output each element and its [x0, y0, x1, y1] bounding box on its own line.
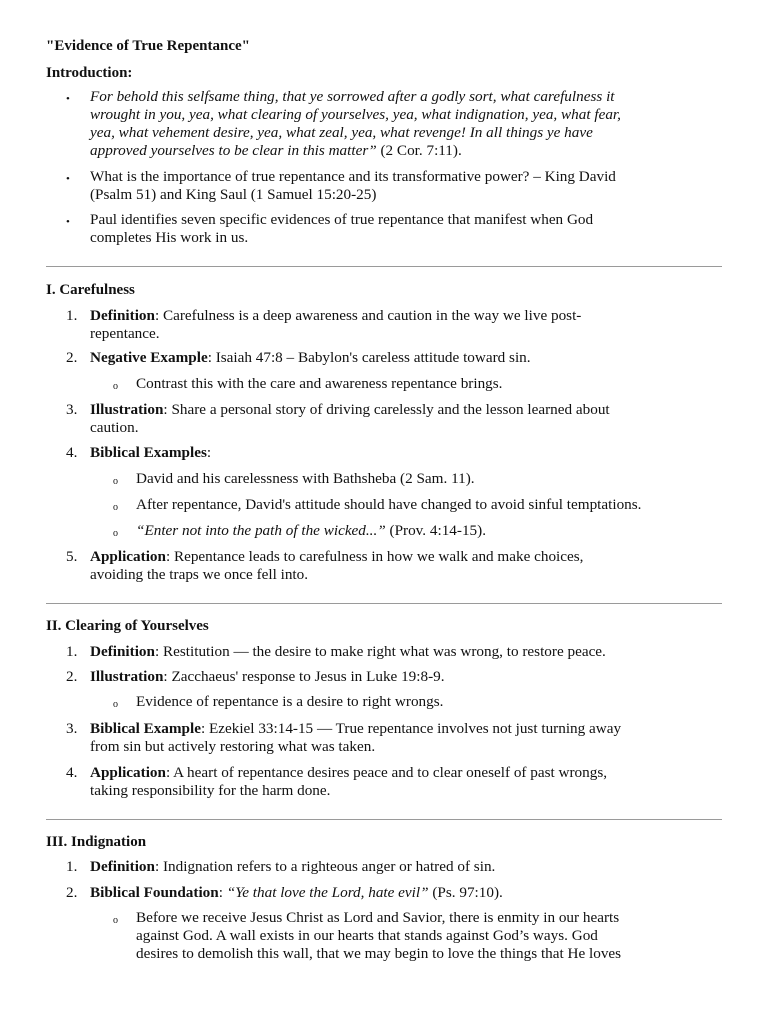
scripture-quote-line: wrought in you, yea, what clearing of yourselves, yea, what indignation, yea, what fear,	[90, 106, 621, 123]
sub-item	[136, 909, 726, 963]
text-line: What is the importance of true repentance and its transformative power? – King David	[90, 168, 616, 185]
sub-item: Contrast this with the care and awareness repentance brings.	[136, 375, 503, 392]
scripture-quote-line: yea, what vehement desire, yea, what zeal, yea, what revenge! In all things ye have	[90, 124, 593, 141]
item-label: Negative Example	[90, 349, 208, 366]
list-number: 4.	[66, 764, 78, 781]
text-line: avoiding the traps we once fell into.	[90, 566, 309, 583]
list-item-definition	[90, 858, 720, 876]
item-text: : Zacchaeus' response to Jesus in Luke 19:8-9.	[163, 668, 445, 685]
intro-bullet-scripture	[90, 88, 720, 160]
list-item-illustration	[90, 668, 720, 686]
sub-item: Evidence of repentance is a desire to right wrongs.	[136, 693, 444, 710]
text-line: : A heart of repentance desires peace and to clear oneself of past wrongs,	[165, 764, 608, 781]
list-item-definition	[90, 643, 720, 661]
item-label: Definition	[90, 643, 155, 660]
text-line: : Ezekiel 33:14-15 — True repentance involves not just turning away	[200, 720, 622, 737]
text-line: completes His work in us.	[90, 229, 249, 246]
text-line: against God. A wall exists in our hearts that stands against God’s ways. God	[136, 927, 598, 944]
text-line: Paul identifies seven specific evidences of true repentance that manifest when God	[90, 211, 594, 228]
text-line: desires to demolish this wall, that we may begin to love the things that He loves	[136, 945, 622, 962]
sub-bullet-marker: o	[113, 476, 118, 487]
section-heading-indignation: III. Indignation	[46, 834, 147, 850]
text-line: from sin but actively restoring what was taken.	[90, 738, 376, 755]
text-line: : Share a personal story of driving carelessly and the lesson learned about	[163, 401, 610, 418]
text-line: : Carefulness is a deep awareness and caution in the way we live post-	[154, 307, 582, 324]
item-text: : Indignation refers to a righteous anger or hatred of sin.	[154, 858, 496, 875]
section-heading-carefulness: I. Carefulness	[46, 282, 135, 298]
sub-item: After repentance, David's attitude should have changed to avoid sinful temptations.	[136, 496, 642, 513]
sub-bullet-marker: o	[113, 502, 118, 513]
sub-item	[136, 522, 726, 540]
scripture-reference: (Prov. 4:14-15).	[385, 522, 486, 539]
list-number: 2.	[66, 349, 78, 366]
text-line: (Psalm 51) and King Saul (1 Samuel 15:20-25)	[90, 186, 377, 203]
sub-bullet-marker: o	[113, 528, 118, 539]
section-divider	[46, 819, 722, 820]
sub-item: David and his carelessness with Bathsheba (2 Sam. 11).	[136, 470, 475, 487]
item-label: Application	[90, 548, 166, 565]
section-divider	[46, 603, 722, 604]
section-divider	[46, 266, 722, 267]
text-line: : Repentance leads to carefulness in how we walk and make choices,	[165, 548, 584, 565]
item-label: Application	[90, 764, 166, 781]
scripture-quote: “Ye that love the Lord, hate evil”	[226, 884, 429, 901]
item-label: Definition	[90, 858, 155, 875]
scripture-quote-line: For behold this selfsame thing, that ye sorrowed after a godly sort, what carefulness it	[90, 88, 615, 105]
item-text: :	[218, 884, 227, 901]
text-line: Before we receive Jesus Christ as Lord and Savior, there is enmity in our hearts	[136, 909, 620, 926]
list-number: 1.	[66, 643, 78, 660]
list-number: 2.	[66, 668, 78, 685]
list-item-biblical-example	[90, 720, 720, 756]
item-label: Biblical Example	[90, 720, 201, 737]
item-text: :	[206, 444, 212, 461]
item-label: Biblical Examples	[90, 444, 207, 461]
scripture-reference: (Ps. 97:10).	[428, 884, 503, 901]
intro-bullet-question	[90, 168, 720, 204]
list-item-illustration	[90, 401, 720, 437]
item-label: Biblical Foundation	[90, 884, 219, 901]
list-item-biblical-examples	[90, 444, 720, 462]
list-number: 2.	[66, 884, 78, 901]
document-title: "Evidence of True Repentance"	[46, 38, 250, 54]
text-line: repentance.	[90, 325, 160, 342]
list-number: 1.	[66, 307, 78, 324]
list-item-biblical-foundation	[90, 884, 720, 902]
list-item-application	[90, 548, 720, 584]
bullet-marker: •	[66, 93, 70, 105]
intro-bullet-paul	[90, 211, 720, 247]
list-item-definition	[90, 307, 720, 343]
list-item-negative-example	[90, 349, 720, 367]
sub-bullet-marker: o	[113, 381, 118, 392]
scripture-quote: “Enter not into the path of the wicked...”	[136, 522, 386, 539]
bullet-marker: •	[66, 173, 70, 185]
list-number: 1.	[66, 858, 78, 875]
list-number: 4.	[66, 444, 78, 461]
introduction-heading: Introduction:	[46, 65, 133, 81]
text-line: taking responsibility for the harm done.	[90, 782, 331, 799]
sub-bullet-marker: o	[113, 915, 118, 926]
list-number: 3.	[66, 401, 78, 418]
item-label: Definition	[90, 307, 155, 324]
sub-bullet-marker: o	[113, 699, 118, 710]
text-line: caution.	[90, 419, 139, 436]
item-label: Illustration	[90, 668, 164, 685]
scripture-quote-line: approved yourselves to be clear in this matter”	[90, 142, 377, 159]
item-label: Illustration	[90, 401, 164, 418]
list-number: 3.	[66, 720, 78, 737]
scripture-reference: (2 Cor. 7:11).	[376, 142, 462, 159]
list-item-application	[90, 764, 720, 800]
item-text: : Isaiah 47:8 – Babylon's careless attitude toward sin.	[207, 349, 531, 366]
list-number: 5.	[66, 548, 78, 565]
section-heading-clearing: II. Clearing of Yourselves	[46, 618, 209, 634]
bullet-marker: •	[66, 216, 70, 228]
item-text: : Restitution — the desire to make right what was wrong, to restore peace.	[154, 643, 606, 660]
